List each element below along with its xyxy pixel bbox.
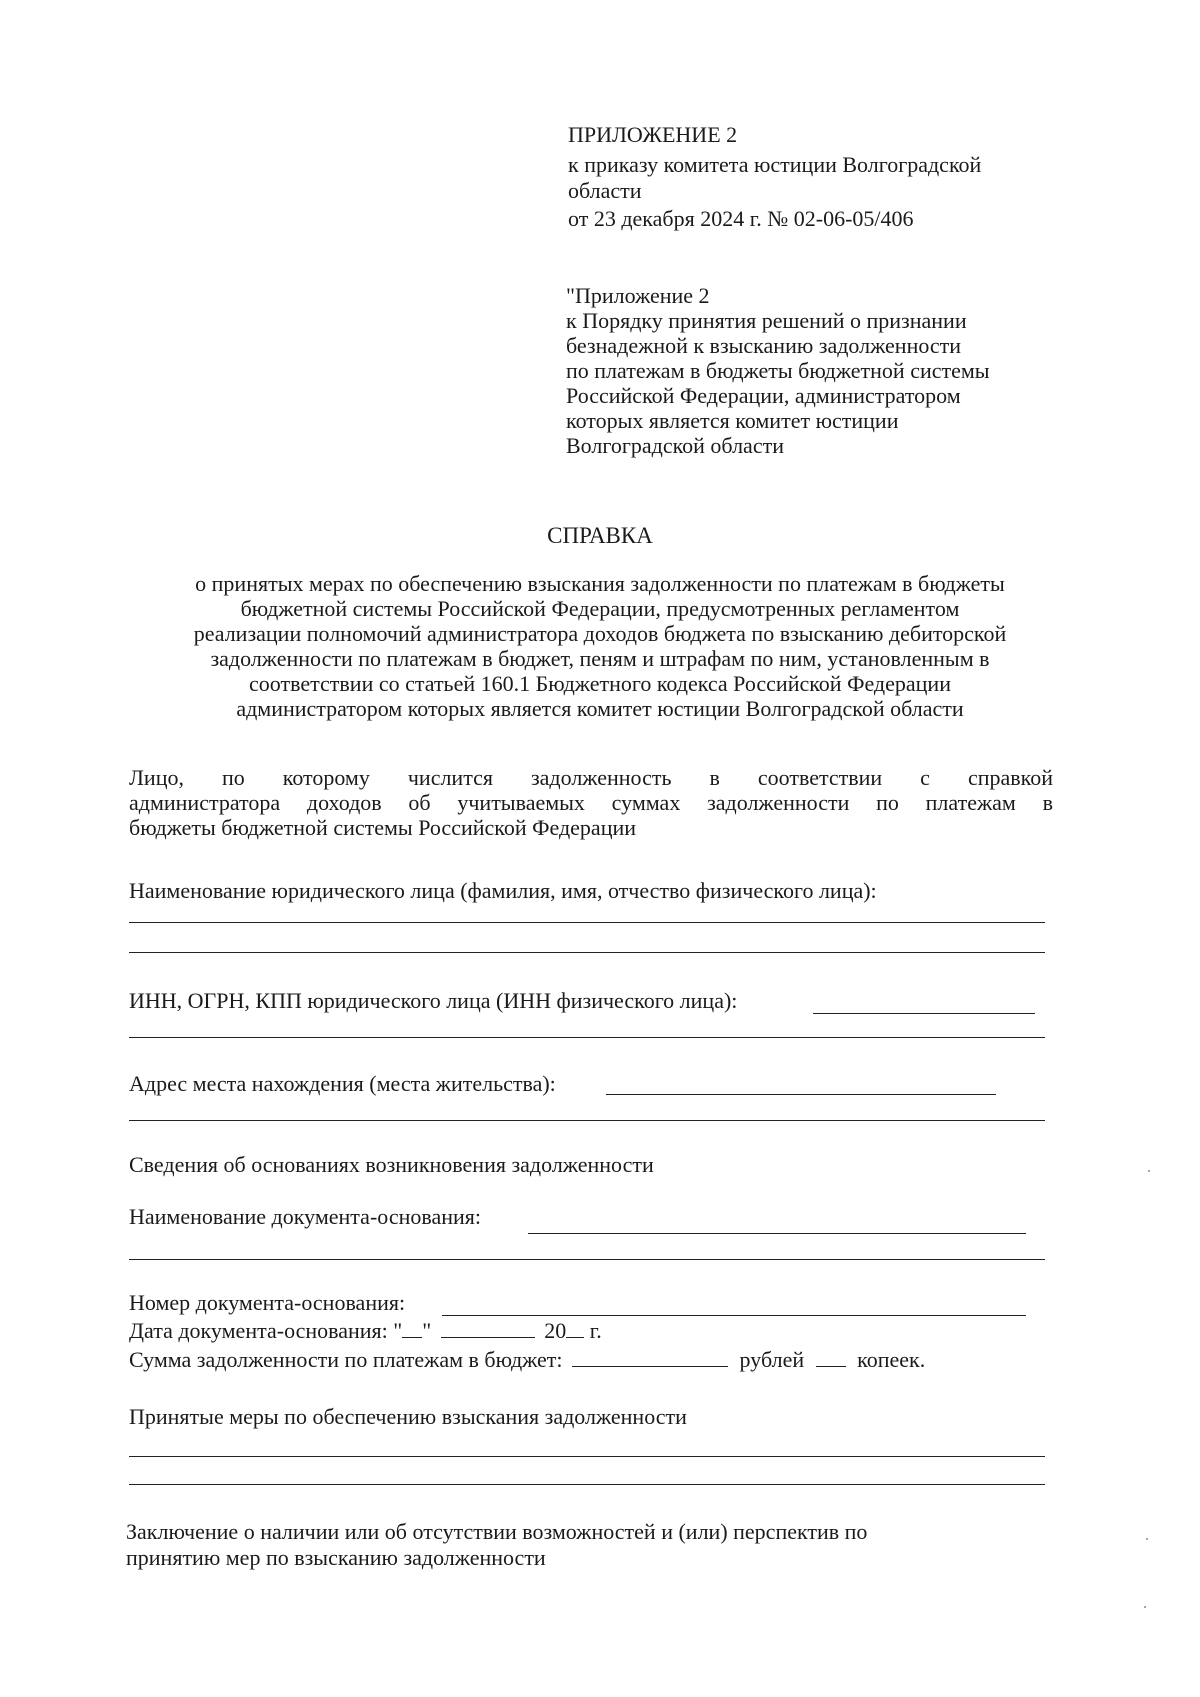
doc-name-label: Наименование документа-основания:	[129, 1204, 481, 1229]
inn-line-2[interactable]	[129, 1037, 1045, 1038]
entity-name-line-1[interactable]	[129, 922, 1045, 923]
sum-row	[129, 1347, 925, 1373]
order-line-2: области	[568, 178, 642, 203]
conclusion-line-1: Заключение о наличии или об отсутствии возможностей и (или) перспектив по	[126, 1519, 868, 1544]
inn-label: ИНН, ОГРН, КПП юридического лица (ИНН физического лица):	[129, 988, 738, 1013]
sum-label: Сумма задолженности по платежам в бюджет:	[129, 1347, 563, 1372]
quote-line: к Порядку принятия решений о признании	[566, 308, 967, 333]
entity-name-line-2[interactable]	[129, 952, 1045, 953]
doc-name-line-2[interactable]	[129, 1259, 1045, 1260]
doc-date-year-blank[interactable]	[566, 1319, 584, 1338]
quote-block	[566, 283, 990, 458]
document-title: СПРАВКА	[547, 523, 653, 548]
conclusion-line-2: принятию мер по взысканию задолженности	[126, 1545, 546, 1570]
doc-date-year: 20	[544, 1318, 567, 1343]
order-line-3: от 23 декабря 2024 г. № 02-06-05/406	[568, 206, 914, 231]
doc-number-label: Номер документа-основания:	[129, 1290, 406, 1315]
address-line-2[interactable]	[129, 1120, 1045, 1121]
address-blank[interactable]	[606, 1094, 996, 1095]
doc-name-blank[interactable]	[528, 1233, 1026, 1234]
subtitle-line: задолженности по платежам в бюджет, пеням и штрафам по ним, установленным в	[210, 646, 990, 671]
document-subtitle	[130, 571, 1070, 721]
order-line-1: к приказу комитета юстиции Волгоградской	[568, 152, 982, 177]
doc-date-prefix: Дата документа-основания: "	[129, 1318, 403, 1343]
doc-date-mid: "	[422, 1318, 432, 1343]
intro-line: Лицо, по которому числится задолженность в соответствии с справкой	[129, 765, 1053, 790]
quote-line: которых является комитет юстиции	[566, 408, 899, 433]
scan-speck	[1144, 1606, 1146, 1608]
quote-line: Российской Федерации, администратором	[566, 383, 961, 408]
sum-rubles-blank[interactable]	[572, 1348, 728, 1367]
measures-line-2[interactable]	[129, 1484, 1045, 1485]
intro-line: администратора доходов об учитываемых суммах задолженности по платежам в	[129, 790, 1053, 815]
subtitle-line: о принятых мерах по обеспечению взыскания задолженности по платежам в бюджеты	[195, 571, 1005, 596]
doc-date-suffix: г.	[584, 1318, 602, 1343]
subtitle-line: реализации полномочий администратора доходов бюджета по взысканию дебиторской	[193, 621, 1007, 646]
quote-line: по платежам в бюджеты бюджетной системы	[566, 358, 990, 383]
sum-rubles-label: рублей	[739, 1347, 805, 1372]
subtitle-line: соответствии со статьей 160.1 Бюджетного кодекса Российской Федерации	[249, 671, 951, 696]
intro-paragraph	[129, 765, 1053, 840]
quote-line: "Приложение 2	[566, 283, 710, 308]
entity-name-label: Наименование юридического лица (фамилия, имя, отчество физического лица):	[129, 878, 877, 903]
sum-kopecks-blank[interactable]	[816, 1348, 846, 1367]
quote-line: безнадежной к взысканию задолженности	[566, 333, 962, 358]
inn-blank[interactable]	[813, 1013, 1035, 1014]
measures-line-1[interactable]	[129, 1456, 1045, 1457]
scan-speck	[1148, 1170, 1150, 1172]
scan-speck	[1146, 1538, 1148, 1540]
intro-line: бюджеты бюджетной системы Российской Федерации	[129, 815, 637, 840]
measures-label: Принятые меры по обеспечению взыскания задолженности	[129, 1404, 687, 1429]
sum-kopecks-label: копеек.	[857, 1347, 926, 1372]
doc-date-month-blank[interactable]	[441, 1319, 535, 1338]
basis-heading: Сведения об основаниях возникновения задолженности	[129, 1152, 654, 1177]
doc-date-day-blank[interactable]	[402, 1319, 422, 1338]
doc-number-blank[interactable]	[442, 1315, 1026, 1316]
doc-date-row	[129, 1318, 602, 1344]
appendix-title: ПРИЛОЖЕНИЕ 2	[568, 122, 738, 147]
subtitle-line: бюджетной системы Российской Федерации, предусмотренных регламентом	[240, 596, 960, 621]
address-label: Адрес места нахождения (места жительства):	[129, 1071, 556, 1096]
subtitle-line: администратором которых является комитет юстиции Волгоградской области	[236, 696, 964, 721]
quote-line: Волгоградской области	[566, 433, 784, 458]
